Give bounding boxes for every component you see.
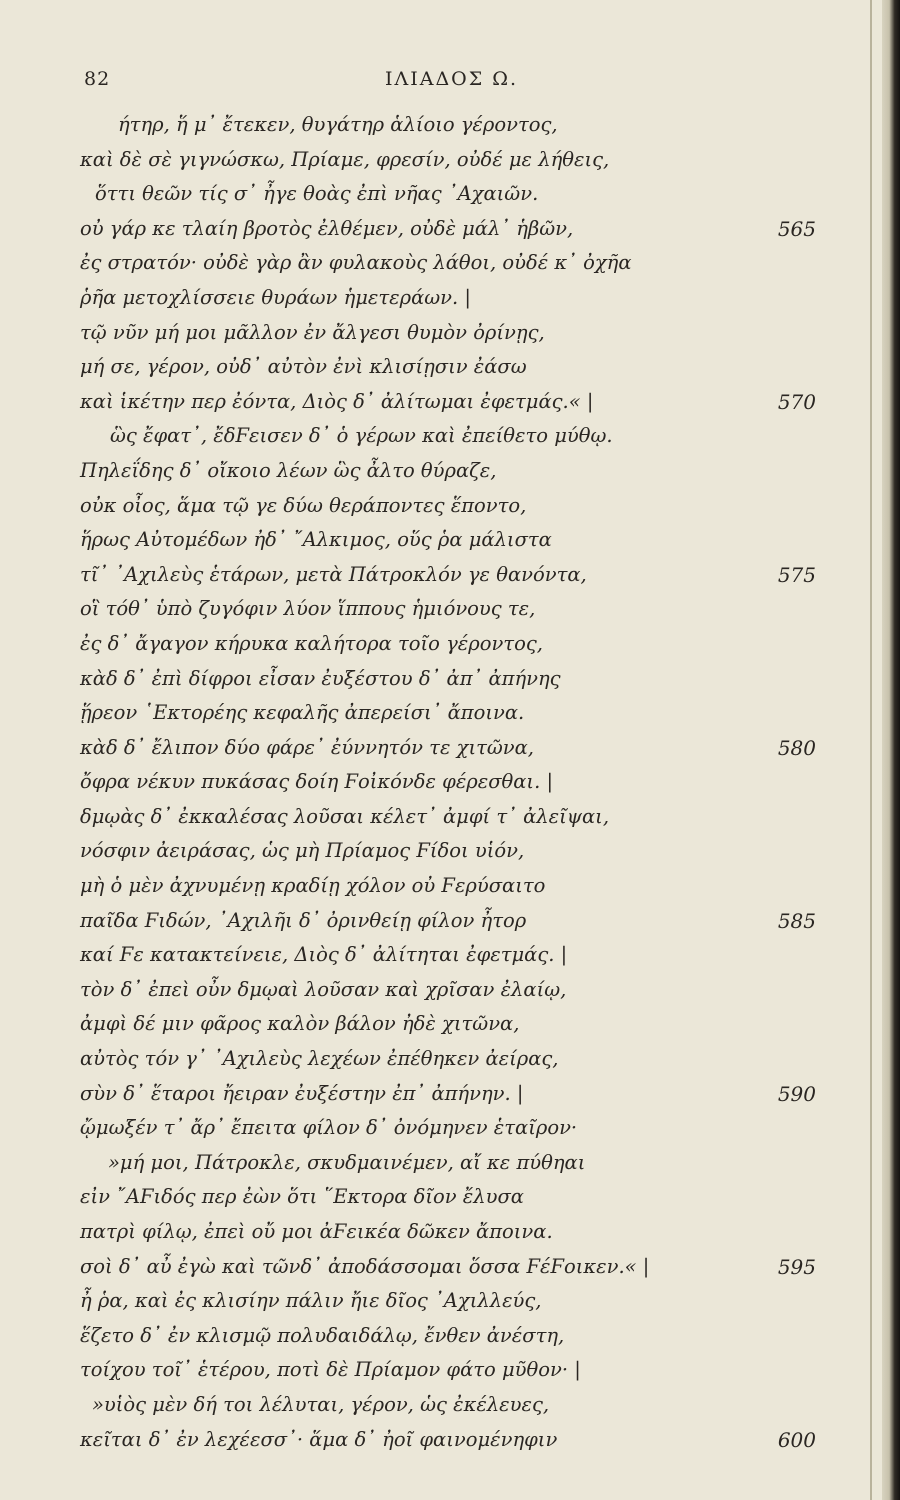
verse-line: [0, 1042, 880, 1077]
verse-line: [0, 212, 880, 247]
page-number: 82: [84, 68, 111, 90]
verse-text: ήτηρ, ἥ μ᾽ ἔτεκεν, θυγάτηρ ἁλίοιο γέροντος,: [118, 113, 558, 136]
verse-line: [0, 627, 880, 662]
verse-line: [0, 143, 880, 178]
verse-text: καί Ϝε κατακτείνειε, Διὸς δ᾽ ἀλίτηται ἐφετμάς. |: [80, 943, 568, 967]
verse-line: [0, 1180, 880, 1215]
verse-line: [0, 558, 880, 593]
verse-line: [0, 385, 880, 420]
verse-text: μὴ ὁ μὲν ἀχνυμένῃ κραδίῃ χόλον οὐ Ϝερύσαιτο: [80, 874, 546, 898]
verse-line: [0, 1423, 880, 1458]
verse-text: σοὶ δ᾽ αὖ ἐγὼ καὶ τῶνδ᾽ ἀποδάσσομαι ὅσσα ϜέϜοικεν.« |: [80, 1254, 650, 1278]
verse-line: [0, 1353, 880, 1388]
verse-line: [0, 834, 880, 869]
verse-line: [0, 246, 880, 281]
verse-text: οὐ γάρ κε τλαίη βροτὸς ἐλθέμεν, οὐδὲ μάλ᾽ ἡβῶν,: [80, 216, 574, 240]
verse-text: ὄφρα νέκυν πυκάσας δοίη Ϝοἰκόνδε φέρεσθαι. |: [80, 770, 554, 794]
verse-line: [0, 1111, 880, 1146]
verse-line: [0, 350, 880, 385]
line-number: 595: [777, 1254, 816, 1279]
verse-text: ἀμφὶ δέ μιν φᾶρος καλὸν βάλον ἠδὲ χιτῶνα,: [80, 1012, 520, 1036]
line-number: 570: [777, 389, 816, 414]
verse-text: μή σε, γέρον, οὐδ᾽ αὐτὸν ἐνὶ κλισίῃσιν ἐάσω: [80, 355, 527, 379]
verse-text: κεῖται δ᾽ ἐν λεχέεσσ᾽· ἅμα δ᾽ ἠοῖ φαινομένηφιν: [80, 1427, 558, 1451]
line-number: 590: [777, 1081, 816, 1106]
verse-text: ἦ ῥα, καὶ ἐς κλισίην πάλιν ἤιε δῖος ᾿Αχιλλεύς,: [80, 1289, 542, 1313]
verse-line: [0, 696, 880, 731]
verse-line: [0, 419, 880, 454]
page-header: [0, 68, 880, 98]
verse-text: παῖδα Ϝιδών, ᾿Αχιλῆι δ᾽ ὀρινθείῃ φίλον ἦτορ: [80, 908, 527, 932]
verse-text: νόσφιν ἀειράσας, ὡς μὴ Πρίαμος Ϝίδοι υἱόν,: [80, 839, 525, 863]
verse-line: [0, 904, 880, 939]
verse-line: [0, 662, 880, 697]
verse-line: [0, 765, 880, 800]
verse-text: τὸν δ᾽ ἐπεὶ οὖν δμῳαὶ λοῦσαν καὶ χρῖσαν ἐλαίῳ,: [80, 977, 567, 1001]
verse-line: [0, 523, 880, 558]
verse-text: ᾕρεον ῾Εκτορέης κεφαλῆς ἀπερείσι᾽ ἄποινα.: [80, 701, 525, 725]
verse-line: [0, 1284, 880, 1319]
verse-text: δμῳὰς δ᾽ ἐκκαλέσας λοῦσαι κέλετ᾽ ἀμφί τ᾽ ἀλεῖψαι,: [80, 804, 610, 828]
verse-text: καὶ ἱκέτην περ ἐόντα, Διὸς δ᾽ ἀλίτωμαι ἐφετμάς.« |: [80, 389, 594, 413]
verse-text: »υἱὸς μὲν δή τοι λέλυται, γέρον, ὡς ἐκέλευες,: [92, 1392, 550, 1416]
verse-line: [0, 1007, 880, 1042]
verse-text: εἰν ῎ΑϜιδός περ ἐὼν ὅτι ῞Εκτορα δῖον ἔλυσα: [80, 1185, 524, 1209]
verse-line: [0, 800, 880, 835]
verse-text: αὐτὸς τόν γ᾽ ᾿Αχιλεὺς λεχέων ἐπέθηκεν ἀείρας,: [80, 1047, 559, 1071]
verse-text: ὣς ἔφατ᾽, ἔδϜεισεν δ᾽ ὁ γέρων καὶ ἐπείθετο μύθῳ.: [110, 424, 613, 448]
verse-text: τοίχου τοῖ᾽ ἑτέρου, ποτὶ δὲ Πρίαμον φάτο μῦθον· |: [80, 1358, 581, 1382]
line-number: 580: [777, 735, 816, 760]
verse-line: [0, 108, 880, 143]
verse-line: [0, 869, 880, 904]
running-title: ΙΛΙΑΔΟΣ Ω.: [385, 68, 519, 90]
verse-text: σὺν δ᾽ ἕταροι ἤειραν ἐυξέστην ἐπ᾽ ἀπήνην. |: [80, 1081, 524, 1105]
verse-text: ἐς στρατόν· οὐδὲ γὰρ ἂν φυλακοὺς λάθοι, οὐδέ κ᾽ ὀχῆα: [80, 251, 632, 275]
verse-text: »μή μοι, Πάτροκλε, σκυδμαινέμεν, αἴ κε πύθηαι: [108, 1150, 586, 1174]
verse-line: [0, 1146, 880, 1181]
verse-text: κὰδ δ᾽ ἔλιπον δύο φάρε᾽ ἐύννητόν τε χιτῶνα,: [80, 735, 535, 759]
verse-line: [0, 592, 880, 627]
line-number: 600: [777, 1427, 816, 1452]
verse-line: [0, 1319, 880, 1354]
verse-text: ἥρως Αὐτομέδων ἠδ᾽ ῎Αλκιμος, οὕς ῥα μάλιστα: [80, 528, 552, 552]
page-gutter: [882, 0, 900, 1500]
verse-line: [0, 731, 880, 766]
verse-line: [0, 1077, 880, 1112]
verse-text: ᾤμωξέν τ᾽ ἄρ᾽ ἔπειτα φίλον δ᾽ ὀνόμηνεν ἑταῖρον·: [80, 1116, 578, 1140]
line-number: 565: [777, 216, 816, 241]
verse-text: ῥῆα μετοχλίσσειε θυράων ἡμετεράων. |: [80, 285, 471, 309]
verse-line: [0, 1388, 880, 1423]
line-number: 585: [777, 908, 816, 933]
verse-line: [0, 1250, 880, 1285]
line-number: 575: [777, 562, 816, 587]
verse-line: [0, 1215, 880, 1250]
verse-line: [0, 973, 880, 1008]
verse-line: [0, 489, 880, 524]
verse-line: [0, 316, 880, 351]
verse-text: ἕζετο δ᾽ ἐν κλισμῷ πολυδαιδάλῳ, ἔνθεν ἀνέστη,: [80, 1323, 565, 1347]
verse-text: πατρὶ φίλῳ, ἐπεὶ οὔ μοι ἀϜεικέα δῶκεν ἄποινα.: [80, 1220, 553, 1243]
verse-block: [0, 108, 880, 1457]
verse-text: ἐς δ᾽ ἄγαγον κήρυκα καλήτορα τοῖο γέροντος,: [80, 631, 543, 655]
verse-text: οὐκ οἶος, ἅμα τῷ γε δύω θεράποντες ἕποντο,: [80, 493, 527, 517]
verse-text: Πηλεΐδης δ᾽ οἴκοιο λέων ὣς ἆλτο θύραζε,: [80, 458, 497, 482]
verse-text: τῖ᾽ ᾿Αχιλεὺς ἑτάρων, μετὰ Πάτροκλόν γε θανόντα,: [80, 562, 587, 586]
verse-line: [0, 177, 880, 212]
verse-line: [0, 938, 880, 973]
verse-text: ὅττι θεῶν τίς σ᾽ ἦγε θοὰς ἐπὶ νῆας ᾿Αχαιῶν.: [95, 182, 539, 206]
verse-line: [0, 281, 880, 316]
verse-line: [0, 454, 880, 489]
verse-text: κὰδ δ᾽ ἐπὶ δίφροι εἶσαν ἐυξέστου δ᾽ ἀπ᾽ ἀπήνης: [80, 666, 561, 690]
verse-text: τῷ νῦν μή μοι μᾶλλον ἐν ἄλγεσι θυμὸν ὀρίνῃς,: [80, 320, 545, 344]
verse-text: καὶ δὲ σὲ γιγνώσκω, Πρίαμε, φρεσίν, οὐδέ με λήθεις,: [80, 147, 610, 171]
verse-text: οἳ τόθ᾽ ὑπὸ ζυγόφιν λύον ἵππους ἡμιόνους τε,: [80, 597, 536, 621]
